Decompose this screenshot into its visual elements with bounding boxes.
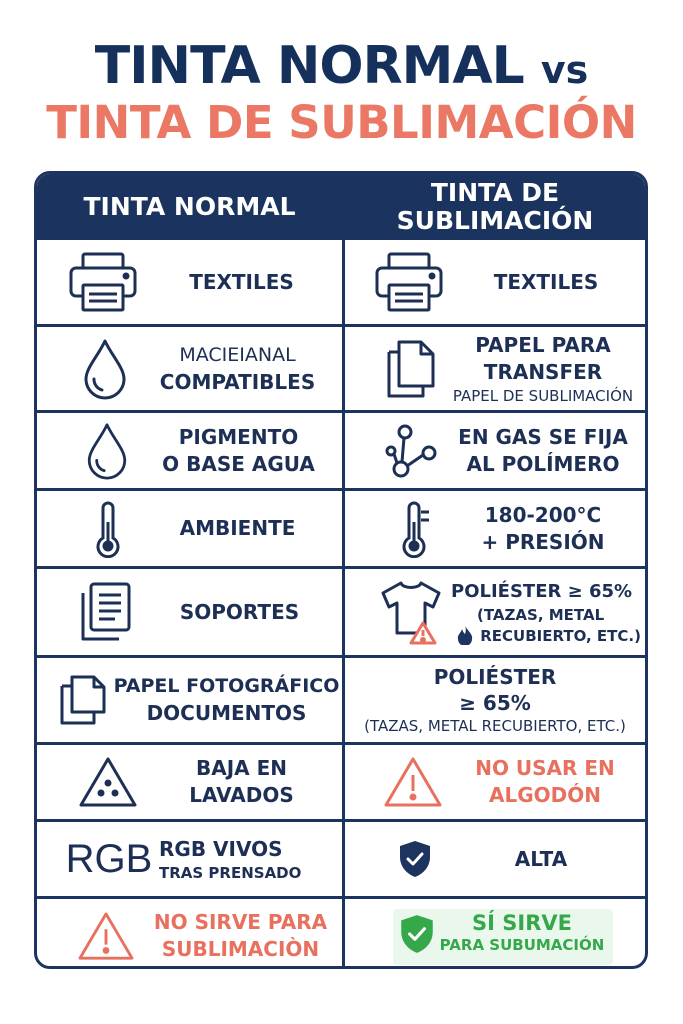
title-vs: vs: [540, 48, 589, 92]
header-sublimation-line-2: SUBLIMACIÓN: [396, 206, 594, 235]
printer-icon: [371, 251, 447, 313]
row-7-sublimation-text: NO USAR EN ALGODÓN: [475, 756, 615, 807]
documents-icon: [381, 338, 441, 400]
row-8-sublimation-text: ALTA: [514, 846, 568, 871]
row-7-normal-text: BAJA EN LAVADOS: [189, 756, 294, 807]
document-icon: [73, 581, 137, 643]
row-4-sublimation: [345, 491, 645, 566]
row-1-sublimation: [345, 240, 645, 324]
row-2-normal-text: MACIEIANAL COMPATIBLES: [159, 343, 316, 394]
warning-icon: [381, 755, 445, 809]
row-6-normal-text: PAPEL FOTOGRÁFICO DOCUMENTOS: [113, 675, 340, 725]
row-5-sublimation: [345, 569, 645, 655]
row-5-normal-text: SOPORTES: [179, 599, 300, 624]
row-7-normal: [37, 745, 342, 819]
row-8-normal-text: RGB VIVOS TRAS PRENSADO: [159, 836, 302, 882]
title-line-1: [0, 36, 683, 96]
header-sublimation: [345, 174, 645, 240]
copy-icon: [55, 674, 111, 726]
row-9-normal: [37, 899, 342, 969]
row-4-normal: [37, 491, 342, 566]
row-2-normal: [37, 327, 342, 410]
droplet-icon: [79, 422, 135, 480]
row-4-normal-text: AMBIENTE: [179, 516, 296, 540]
row-8-normal: [37, 822, 342, 896]
row-5-normal: [37, 569, 342, 655]
comparison-table: [34, 171, 648, 969]
row-1-normal-text: TEXTILES: [189, 269, 294, 294]
row-9-normal-text: NO SIRVE PARA SUBLIMACIÒN: [153, 909, 328, 961]
shield-check-icon: [395, 913, 439, 955]
row-7-sublimation: [345, 745, 645, 819]
header-sublimation-line-1: TINTA DE: [430, 178, 560, 207]
rgb-label: RGB: [65, 836, 153, 881]
thermometer-icon: [83, 500, 133, 558]
row-3-sublimation: [345, 413, 645, 488]
row-9-sublimation-text: SÍ SIRVE PARA SUBUMACIÓN: [439, 911, 605, 954]
printer-icon: [65, 251, 141, 313]
droplet-icon: [77, 338, 133, 400]
row-4-sublimation-text: 180-200°C + PRESIÓN: [481, 502, 605, 554]
row-6-normal: [37, 658, 342, 742]
row-6-sublimation-text: POLIÉSTER ≥ 65% (TAZAS, METAL RECUBIERTO, ETC.): [364, 665, 626, 735]
table-header: [37, 174, 645, 240]
row-5-sublimation-text: POLIÉSTER ≥ 65% (TAZAS, METAL RECUBIERTO, ETC.): [451, 581, 641, 645]
row-2-sublimation: [345, 327, 645, 410]
flame-icon: [455, 625, 475, 645]
row-8-sublimation: [345, 822, 645, 896]
row-9-sublimation: [345, 899, 645, 969]
warning-icon: [73, 910, 139, 962]
row-1-normal: [37, 240, 342, 324]
header-normal: TINTA NORMAL: [83, 192, 296, 221]
molecule-icon: [381, 423, 441, 479]
row-3-normal: [37, 413, 342, 488]
shield-check-icon: [393, 839, 437, 879]
row-1-sublimation-text: TEXTILES: [493, 269, 599, 294]
warning-triangle-icon: [75, 755, 141, 809]
row-3-sublimation-text: EN GAS SE FIJA AL POLÍMERO: [458, 424, 628, 476]
row-2-sublimation-text: PAPEL PARA TRANSFER PAPEL DE SUBLIMACIÓN: [452, 332, 634, 405]
thermometer-icon: [391, 500, 441, 558]
row-6-sublimation: [345, 658, 645, 742]
tshirt-warning-icon: [379, 577, 449, 647]
title-normal: TINTA NORMAL: [94, 36, 524, 96]
title-line-2: TINTA DE SUBLIMACIÓN: [46, 96, 637, 149]
row-3-normal-text: PIGMENTO O BASE AGUA: [162, 424, 315, 476]
